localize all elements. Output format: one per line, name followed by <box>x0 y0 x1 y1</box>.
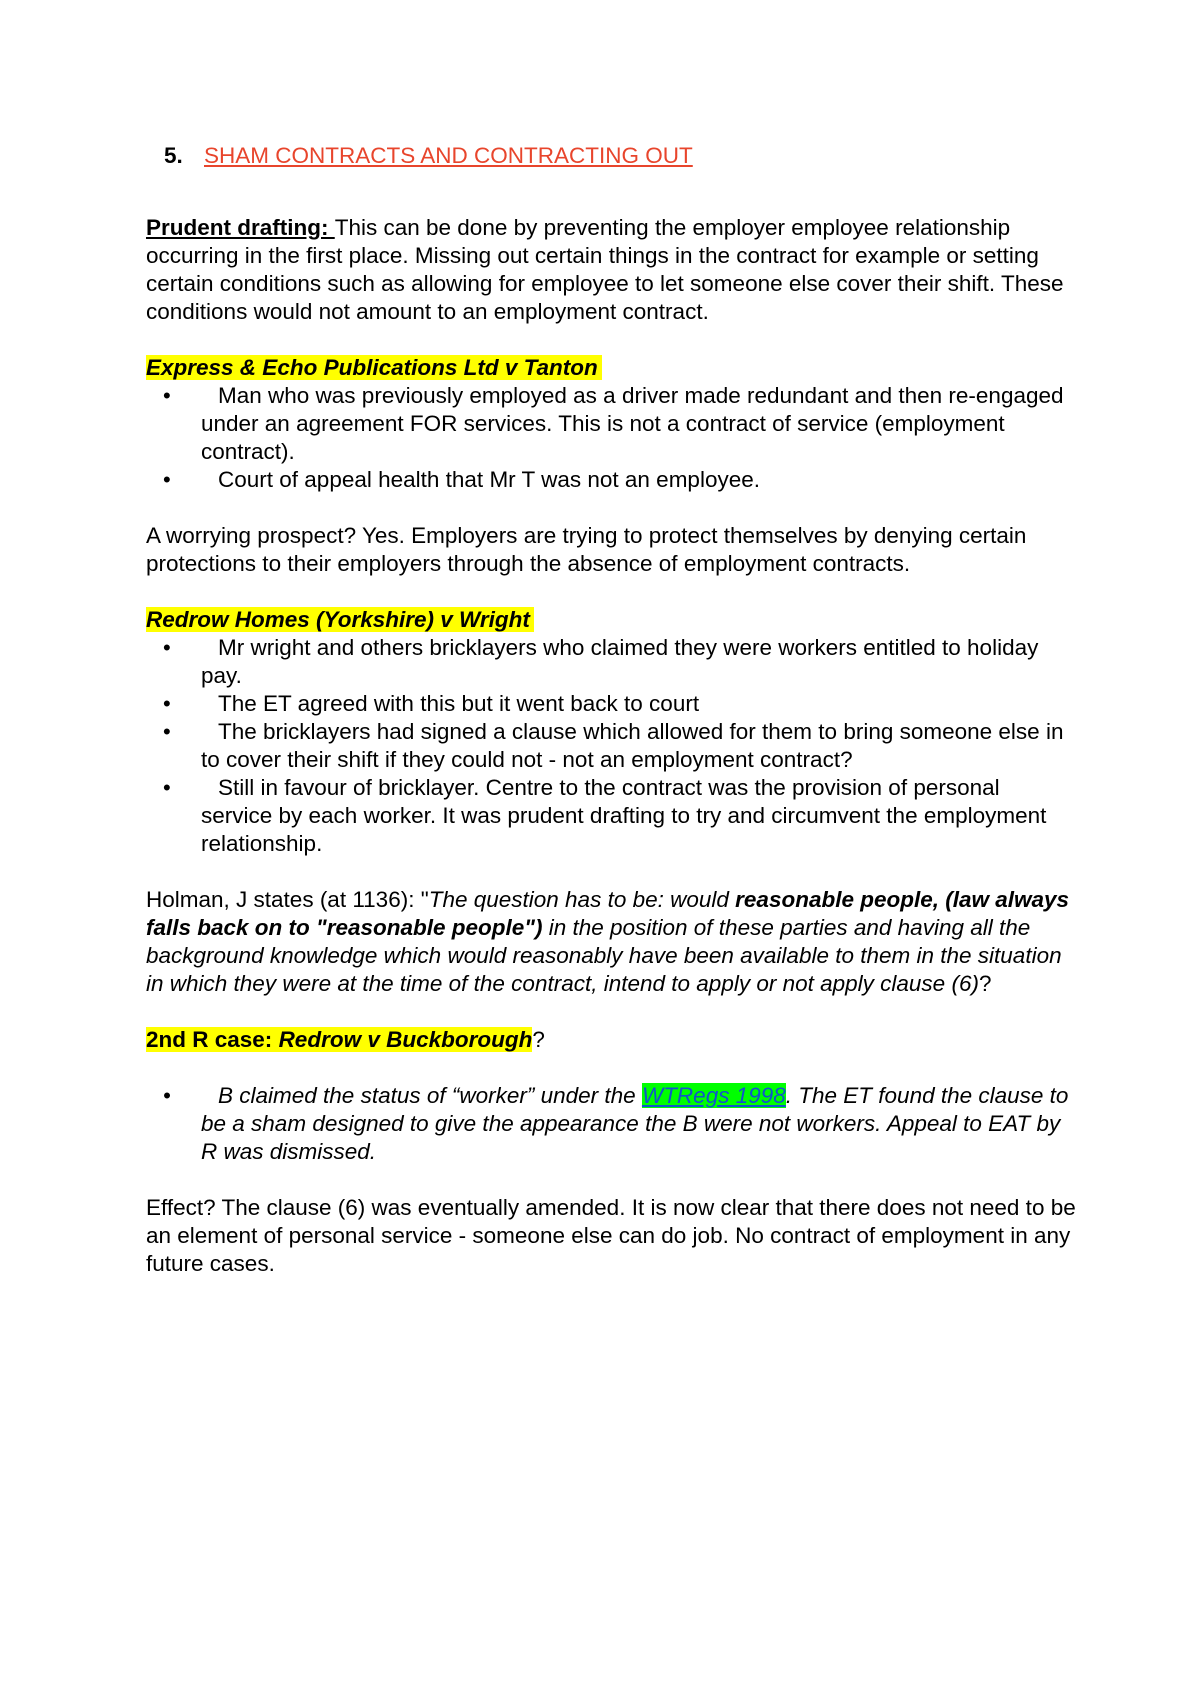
section-title: SHAM CONTRACTS AND CONTRACTING OUT <box>204 143 693 168</box>
case-title-redrow-wright: Redrow Homes (Yorkshire) v Wright <box>146 607 534 632</box>
holman-quote-paragraph <box>146 886 1076 998</box>
list-item: • B claimed the status of “worker” under the WTRegs 1998. The ET found the clause to be a sham designed to give the appearance the B were not workers. Appeal to EAT by R was dismissed. <box>146 1082 1076 1166</box>
section-heading <box>164 142 1076 170</box>
case-redrow-buckborough-heading <box>146 1026 1076 1054</box>
prudent-drafting-lead: Prudent drafting: <box>146 215 335 240</box>
case-redrow-wright <box>146 606 1076 858</box>
list-item: • Still in favour of bricklayer. Centre to the contract was the provision of personal service by each worker. It was prudent drafting to try and circumvent the employment relationship. <box>146 774 1076 858</box>
quote-part-1: The question has to be: would <box>428 887 736 912</box>
section-number: 5. <box>164 143 183 168</box>
prudent-drafting-text: This can be done by preventing the employer employee relationship occurring in the first place. Missing out certain things in the contract for example or setting certain conditions such as allowing for employee to let someone else cover their shift. These conditions would not amount to an employment contract. <box>146 215 1064 324</box>
wtregs-link[interactable]: WTRegs 1998 <box>641 1083 786 1108</box>
case-title-express-echo: Express & Echo Publications Ltd v Tanton <box>146 355 602 380</box>
case-express-echo <box>146 354 1076 494</box>
quote-part-2: in the position of these parties and having all the background knowledge which would reasonably have been available to them in the situation in which they were at the time of the contract, intend to apply or not apply clause (6) <box>146 915 1062 996</box>
document-page <box>146 142 1076 1306</box>
case-redrow-buckborough-bullets <box>146 1082 1076 1166</box>
list-item: • The ET agreed with this but it went back to court <box>146 690 1076 718</box>
quote-bold: reasonable people, (law always falls back on to "reasonable people") <box>146 887 1070 940</box>
quote-end: ? <box>978 971 992 996</box>
list-item: • Mr wright and others bricklayers who claimed they were workers entitled to holiday pay. <box>146 634 1076 690</box>
list-item: • Man who was previously employed as a driver made redundant and then re-engaged under an agreement FOR services. This is not a contract of service (employment contract). <box>146 382 1076 466</box>
quote-intro: Holman, J states (at 1136): " <box>146 887 429 912</box>
list-item: • The bricklayers had signed a clause which allowed for them to bring someone else in to cover their shift if they could not - not an employment contract? <box>146 718 1076 774</box>
case-redrow-wright-bullets <box>146 634 1076 858</box>
list-item: • Court of appeal health that Mr T was not an employee. <box>146 466 1076 494</box>
case-express-echo-bullets <box>146 382 1076 494</box>
effect-paragraph: Effect? The clause (6) was eventually amended. It is now clear that there does not need to be an element of personal service - someone else can do job. No contract of employment in any future cases. <box>146 1195 1076 1276</box>
worrying-prospect-paragraph: A worrying prospect? Yes. Employers are trying to protect themselves by denying certain protections to their employers through the absence of employment contracts. <box>146 523 1027 576</box>
case-title-redrow-buckborough: 2nd R case: Redrow v Buckborough <box>146 1027 533 1052</box>
case-title-suffix: ? <box>532 1027 545 1052</box>
prudent-drafting-paragraph <box>146 214 1076 326</box>
